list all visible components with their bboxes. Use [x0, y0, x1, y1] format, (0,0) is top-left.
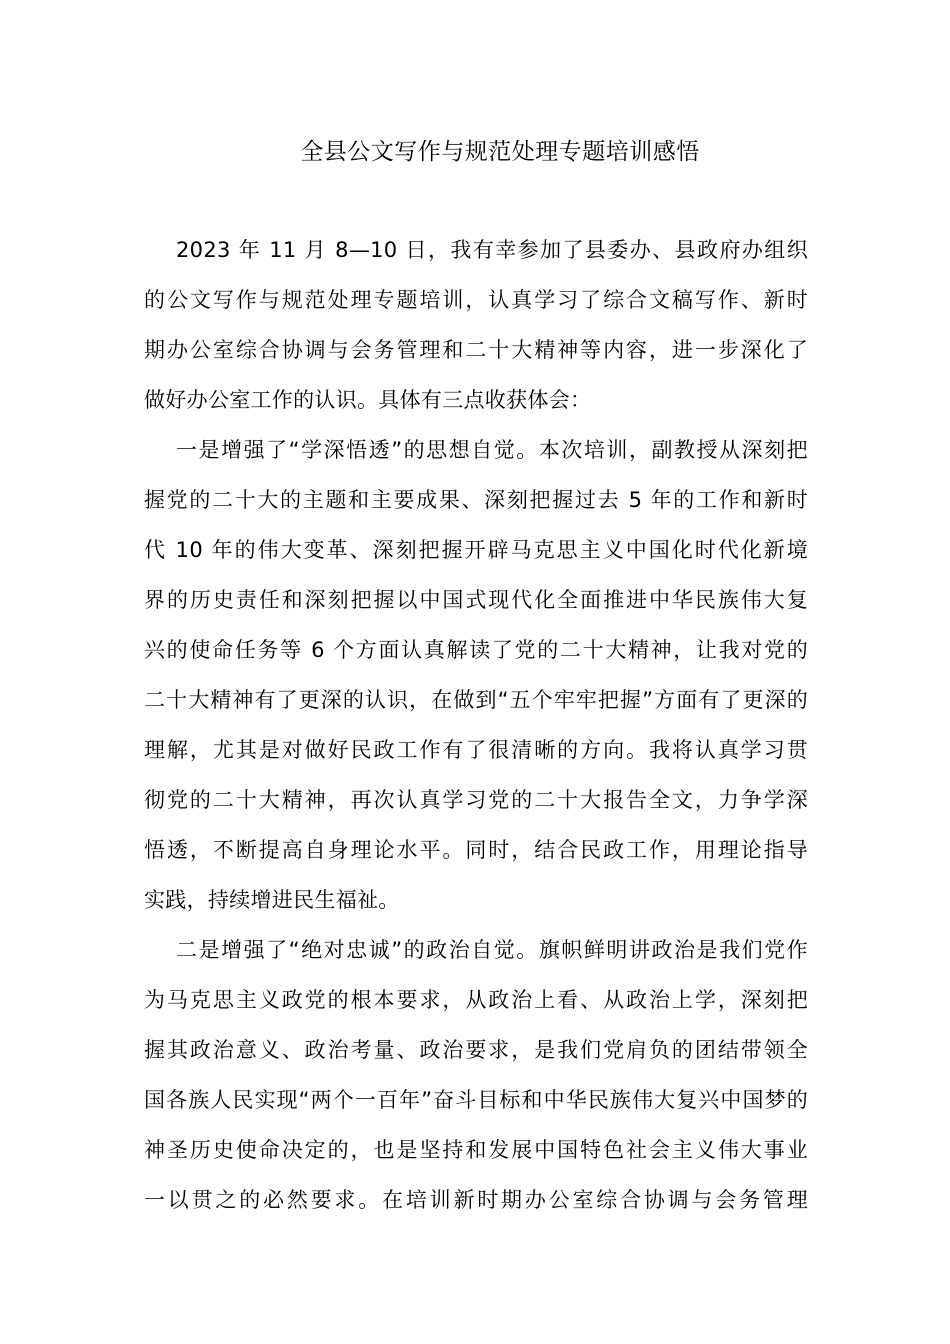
paragraph-2-line-8: 彻党的二十大精神，再次认真学习党的二十大报告全文，力争学深	[144, 788, 808, 812]
paragraph-1-line-3: 期办公室综合协调与会务管理和二十大精神等内容，进一步深化了	[144, 338, 808, 362]
paragraph-2-line-3: 代 10 年的伟大变革、深刻把握开辟马克思主义中国化时代化新境	[144, 538, 808, 562]
paragraph-3-line-1: 二是增强了“绝对忠诚”的政治自觉。旗帜鲜明讲政治是我们党作	[176, 938, 808, 962]
paragraph-3-line-3: 握其政治意义、政治考量、政治要求，是我们党肩负的团结带领全	[144, 1038, 808, 1062]
paragraph-3-line-4: 国各族人民实现“两个一百年”奋斗目标和中华民族伟大复兴中国梦的	[144, 1088, 808, 1112]
document-title: 全县公文写作与规范处理专题培训感悟	[300, 139, 700, 165]
paragraph-1-line-1: 2023 年 11 月 8—10 日，我有幸参加了县委办、县政府办组织	[176, 238, 808, 262]
paragraph-2-line-10: 实践，持续增进民生福祉。	[144, 888, 400, 912]
paragraph-1-line-4: 做好办公室工作的认识。具体有三点收获体会：	[144, 388, 592, 412]
paragraph-3-line-2: 为马克思主义政党的根本要求，从政治上看、从政治上学，深刻把	[144, 988, 808, 1012]
paragraph-1-line-2: 的公文写作与规范处理专题培训，认真学习了综合文稿写作、新时	[144, 288, 808, 312]
paragraph-3-line-5: 神圣历史使命决定的，也是坚持和发展中国特色社会主义伟大事业	[144, 1138, 808, 1162]
paragraph-2-line-5: 兴的使命任务等 6 个方面认真解读了党的二十大精神，让我对党的	[144, 638, 808, 662]
document-body	[144, 230, 808, 1230]
paragraph-2-line-2: 握党的二十大的主题和主要成果、深刻把握过去 5 年的工作和新时	[144, 488, 808, 512]
paragraph-2-line-9: 悟透，不断提高自身理论水平。同时，结合民政工作，用理论指导	[144, 838, 808, 862]
paragraph-2-line-1: 一是增强了“学深悟透”的思想自觉。本次培训，副教授从深刻把	[176, 438, 808, 462]
paragraph-2-line-7: 理解，尤其是对做好民政工作有了很清晰的方向。我将认真学习贯	[144, 738, 808, 762]
paragraph-3-line-6: 一以贯之的必然要求。在培训新时期办公室综合协调与会务管理	[144, 1188, 808, 1212]
paragraph-2-line-4: 界的历史责任和深刻把握以中国式现代化全面推进中华民族伟大复	[144, 588, 808, 612]
paragraph-2-line-6: 二十大精神有了更深的认识，在做到“五个牢牢把握”方面有了更深的	[144, 688, 808, 712]
